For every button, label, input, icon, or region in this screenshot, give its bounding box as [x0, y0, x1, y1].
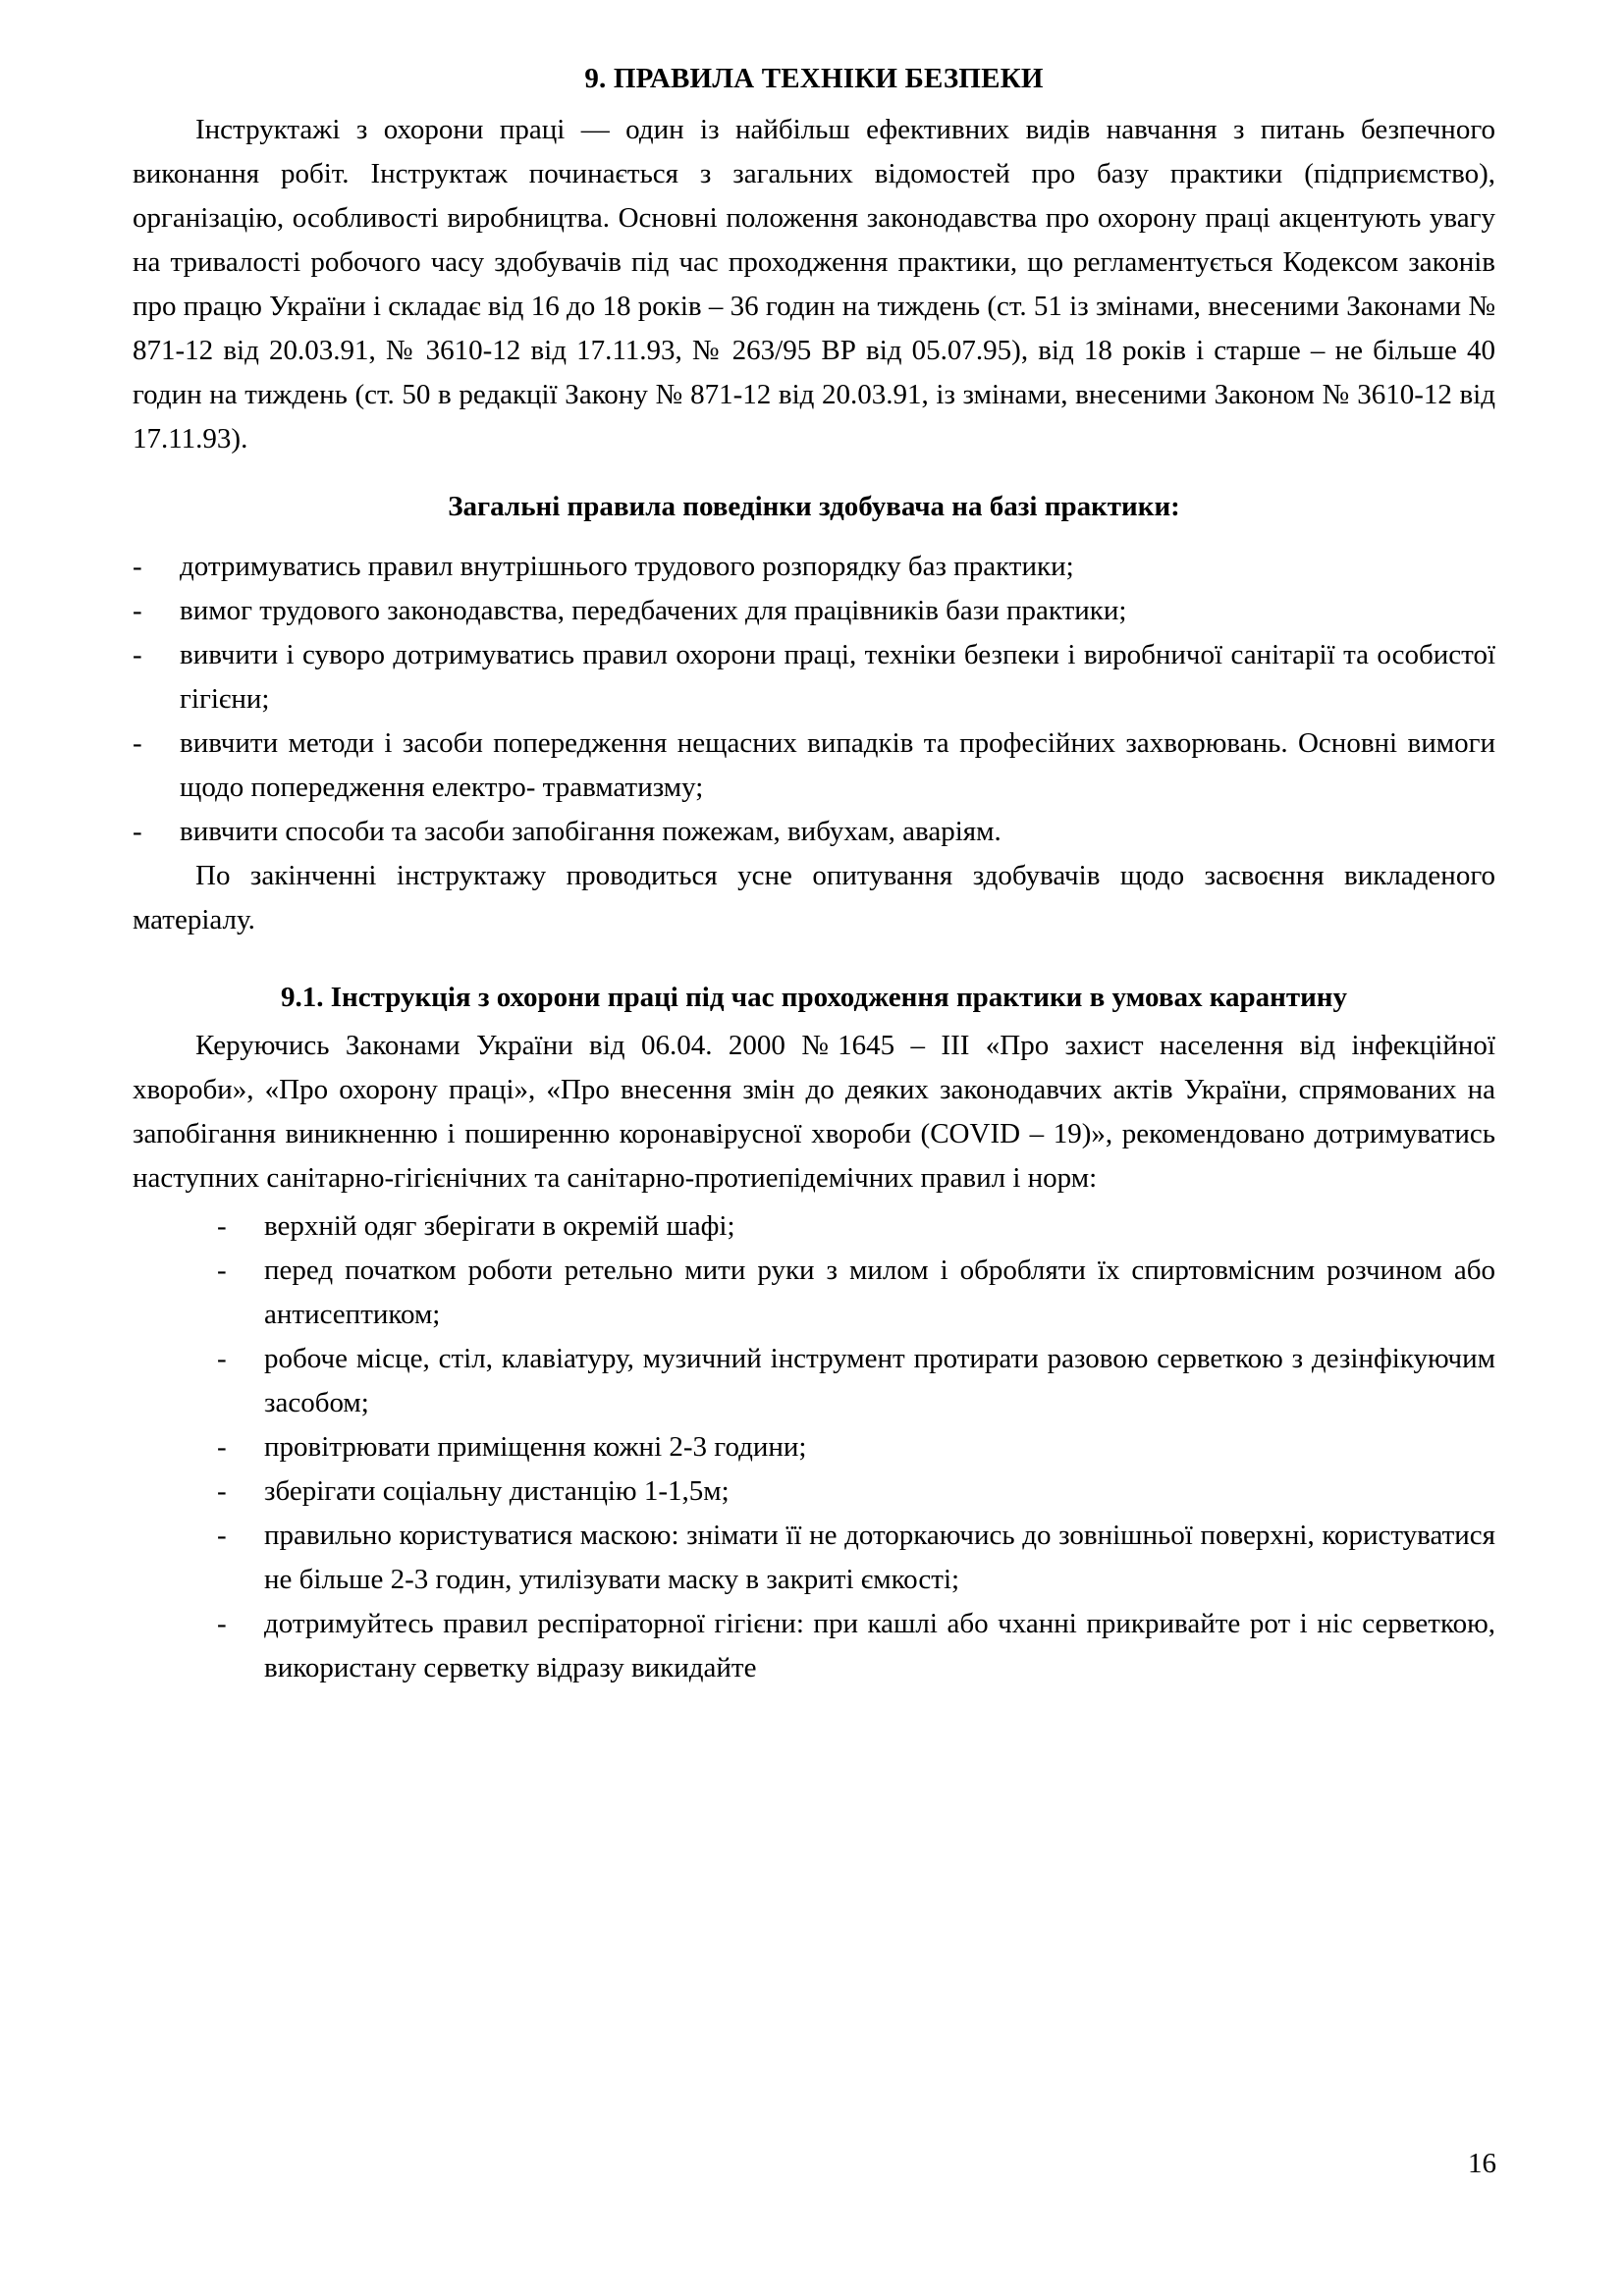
list-item	[217, 1249, 1495, 1337]
dash-bullet-icon: -	[217, 1608, 227, 1639]
paragraph-quarantine-intro: Керуючись Законами України від 06.04. 2000 №1645 – ІІІ «Про захист населення від інфекційної хвороби», «Про охорону праці», «Про внесення змін до деяких законодавчих актів України, спрямованих на запобігання виникненню і поширенню коронавірусної хвороби (COVID – 19)», рекомендовано дотримуватись наступних санітарно-гігієнічних та санітарно-протиепідемічних правил і норм:	[133, 1030, 1495, 1194]
list-item-text: зберігати соціальну дистанцію 1-1,5м;	[264, 1475, 730, 1507]
list-item-text: вивчити і суворо дотримуватись правил охорони праці, техніки безпеки і виробничої санітарії та особистої гігієни;	[180, 639, 1495, 715]
list-item	[217, 1337, 1495, 1425]
dash-bullet-icon: -	[133, 551, 142, 582]
list-item-text: дотримуйтесь правил респіраторної гігієни: при кашлі або чханні прикривайте рот і ніс серветкою, використану серветку відразу викидайте	[264, 1608, 1495, 1683]
list-item	[133, 633, 1495, 721]
dash-bullet-icon: -	[217, 1255, 227, 1286]
paragraph-after-rules: По закінченні інструктажу проводиться усне опитування здобувачів щодо засвоєння викладеного матеріалу.	[133, 860, 1495, 935]
list-item	[217, 1514, 1495, 1602]
page-number: 16	[1468, 2148, 1496, 2179]
list-item	[217, 1425, 1495, 1469]
list-item-text: робоче місце, стіл, клавіатуру, музичний інструмент протирати разовою серветкою з дезінфікуючим засобом;	[264, 1343, 1495, 1418]
list-item	[217, 1469, 1495, 1514]
dash-bullet-icon: -	[133, 727, 142, 759]
list-item-text: правильно користуватися маскою: знімати її не доторкаючись до зовнішньої поверхні, користуватися не більше 2-3 годин, утилізувати маску в закриті ємкості;	[264, 1520, 1495, 1595]
heading-section-9-1: 9.1. Інструкція з охорони праці під час проходження практики в умовах карантину	[280, 982, 1347, 1013]
list-quarantine-rules	[133, 1204, 1495, 1690]
list-item	[133, 721, 1495, 810]
list-item-text: верхній одяг зберігати в окремій шафі;	[264, 1210, 735, 1242]
dash-bullet-icon: -	[217, 1210, 227, 1242]
list-item-text: перед початком роботи ретельно мити руки з милом і обробляти їх спиртовмісним розчином або антисептиком;	[264, 1255, 1495, 1330]
paragraph-intro: Інструктажі з охорони праці — один із найбільш ефективних видів навчання з питань безпечного виконання робіт. Інструктаж починається з загальних відомостей про базу практики (підприємство), організацію, особливості виробництва. Основні положення законодавства про охорону праці акцентують увагу на тривалості робочого часу здобувачів під час проходження практики, що регламентується Кодексом законів про працю України і складає від 16 до 18 років – 36 годин на тиждень (ст. 51 із змінами, внесеними Законами № 871-12 від 20.03.91, № 3610-12 від 17.11.93, № 263/95 ВР від 05.07.95), від 18 років і старше – не більше 40 годин на тиждень (ст. 50 в редакції Закону № 871-12 від 20.03.91, із змінами, внесеними Законом № 3610-12 від 17.11.93).	[133, 114, 1495, 454]
page-title: 9. ПРАВИЛА ТЕХНІКИ БЕЗПЕКИ	[584, 63, 1044, 94]
list-item-text: вивчити методи і засоби попередження нещасних випадків та професійних захворювань. Основні вимоги щодо попередження електро- травматизму;	[180, 727, 1495, 803]
dash-bullet-icon: -	[133, 595, 142, 626]
page-content	[133, 57, 1495, 1690]
list-general-rules	[133, 545, 1495, 854]
heading-general-rules: Загальні правила поведінки здобувача на базі практики:	[448, 491, 1180, 522]
list-item	[133, 589, 1495, 633]
dash-bullet-icon: -	[217, 1475, 227, 1507]
dash-bullet-icon: -	[217, 1520, 227, 1551]
list-item-text: вивчити способи та засоби запобігання пожежам, вибухам, аваріям.	[180, 816, 1001, 847]
list-item	[133, 810, 1495, 854]
list-item	[217, 1204, 1495, 1249]
dash-bullet-icon: -	[217, 1343, 227, 1374]
dash-bullet-icon: -	[133, 816, 142, 847]
list-item	[133, 545, 1495, 589]
list-item	[217, 1602, 1495, 1690]
list-item-text: вимог трудового законодавства, передбачених для працівників бази практики;	[180, 595, 1127, 626]
dash-bullet-icon: -	[133, 639, 142, 670]
list-item-text: провітрювати приміщення кожні 2-3 години;	[264, 1431, 807, 1463]
list-item-text: дотримуватись правил внутрішнього трудового розпорядку баз практики;	[180, 551, 1074, 582]
dash-bullet-icon: -	[217, 1431, 227, 1463]
